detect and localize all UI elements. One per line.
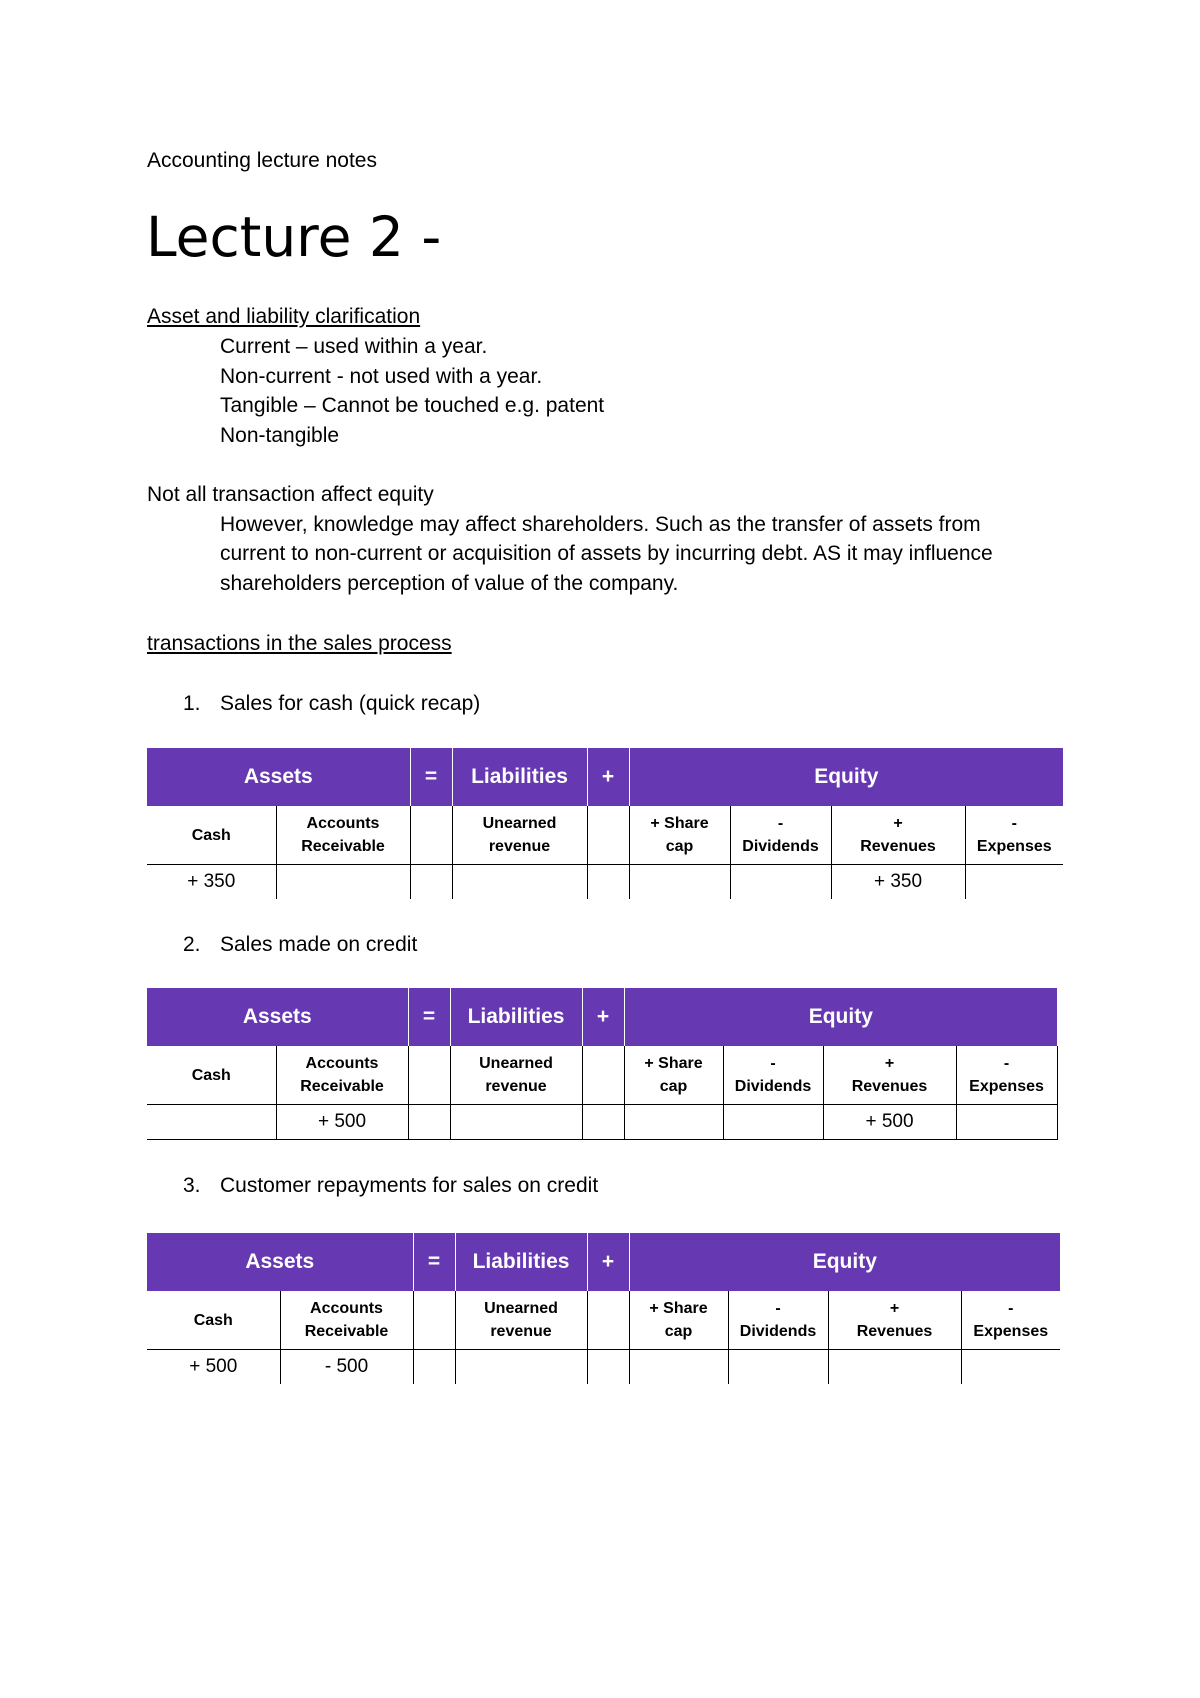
list-item: Non-current - not used with a year. — [220, 365, 543, 388]
column-header-cell: Accounts Receivable — [276, 1046, 408, 1105]
column-header-cell: + Revenues — [828, 1291, 961, 1350]
column-header-cell: - Dividends — [730, 806, 831, 865]
header-liabilities: Liabilities — [452, 748, 587, 806]
paragraph-line: shareholders perception of value of the company. — [220, 572, 679, 595]
value-cell — [455, 1350, 587, 1385]
header-equals: = — [410, 748, 452, 806]
header-equals: = — [413, 1233, 455, 1291]
value-cell: + 500 — [276, 1105, 408, 1140]
column-header-cell — [408, 1046, 450, 1105]
value-cell — [956, 1105, 1057, 1140]
column-header-cell — [587, 806, 629, 865]
value-cell: + 350 — [147, 865, 276, 900]
column-header-cell: - Expenses — [965, 806, 1063, 865]
list-item-text: Sales for cash (quick recap) — [220, 692, 481, 715]
value-cell — [582, 1105, 624, 1140]
paragraph-line: However, knowledge may affect shareholders. Such as the transfer of assets from — [220, 513, 981, 536]
list-item-text: Customer repayments for sales on credit — [220, 1174, 599, 1197]
value-cell — [413, 1350, 455, 1385]
header-equity: Equity — [629, 1233, 1060, 1291]
header-liabilities: Liabilities — [450, 988, 582, 1046]
accounting-equation-table-3 — [147, 1233, 1060, 1384]
value-cell — [624, 1105, 723, 1140]
column-header-cell: Unearned revenue — [455, 1291, 587, 1350]
value-cell — [629, 1350, 728, 1385]
value-cell — [587, 865, 629, 900]
column-header-cell: + Share cap — [629, 1291, 728, 1350]
value-cell — [728, 1350, 828, 1385]
column-header-cell: Cash — [147, 1291, 280, 1350]
value-cell — [452, 865, 587, 900]
column-header-cell: - Dividends — [728, 1291, 828, 1350]
value-cell — [276, 865, 410, 900]
column-header-cell — [410, 806, 452, 865]
value-cell — [147, 1105, 276, 1140]
column-header-cell: - Expenses — [956, 1046, 1057, 1105]
column-header-cell — [413, 1291, 455, 1350]
document-header: Accounting lecture notes — [147, 149, 377, 172]
value-cell — [450, 1105, 582, 1140]
value-cell — [408, 1105, 450, 1140]
accounting-equation-table-1 — [147, 748, 1063, 899]
list-item: Non-tangible — [220, 424, 340, 447]
list-item-text: Sales made on credit — [220, 933, 418, 956]
column-header-cell: Cash — [147, 1046, 276, 1105]
column-header-cell — [582, 1046, 624, 1105]
value-cell — [587, 1350, 629, 1385]
column-header-cell: + Share cap — [624, 1046, 723, 1105]
header-plus: + — [587, 748, 629, 806]
column-header-cell: Cash — [147, 806, 276, 865]
list-number: 1. — [183, 692, 201, 715]
column-header-cell: Accounts Receivable — [280, 1291, 413, 1350]
accounting-equation-table-2 — [147, 988, 1058, 1140]
column-header-cell: + Revenues — [831, 806, 965, 865]
value-cell — [629, 865, 730, 900]
header-assets: Assets — [147, 748, 410, 806]
header-assets: Assets — [147, 988, 408, 1046]
list-number: 2. — [183, 933, 201, 956]
column-header-cell — [587, 1291, 629, 1350]
header-plus: + — [582, 988, 624, 1046]
page-title: Lecture 2 - — [146, 205, 442, 269]
column-header-cell: Accounts Receivable — [276, 806, 410, 865]
value-cell — [723, 1105, 823, 1140]
value-cell: - 500 — [280, 1350, 413, 1385]
section-heading-equity: Not all transaction affect equity — [147, 483, 434, 506]
section-heading-sales-process: transactions in the sales process — [147, 632, 452, 655]
paragraph-line: current to non-current or acquisition of assets by incurring debt. AS it may influence — [220, 542, 993, 565]
header-liabilities: Liabilities — [455, 1233, 587, 1291]
header-equity: Equity — [624, 988, 1057, 1046]
header-plus: + — [587, 1233, 629, 1291]
value-cell — [730, 865, 831, 900]
column-header-cell: Unearned revenue — [450, 1046, 582, 1105]
column-header-cell: - Expenses — [961, 1291, 1060, 1350]
header-equity: Equity — [629, 748, 1063, 806]
value-cell — [828, 1350, 961, 1385]
header-equals: = — [408, 988, 450, 1046]
header-assets: Assets — [147, 1233, 413, 1291]
value-cell — [961, 1350, 1060, 1385]
value-cell — [410, 865, 452, 900]
value-cell: + 500 — [823, 1105, 956, 1140]
list-item: Current – used within a year. — [220, 335, 488, 358]
column-header-cell: + Revenues — [823, 1046, 956, 1105]
value-cell — [965, 865, 1063, 900]
list-number: 3. — [183, 1174, 201, 1197]
list-item: Tangible – Cannot be touched e.g. patent — [220, 394, 605, 417]
value-cell: + 500 — [147, 1350, 280, 1385]
section-heading-asset-liability: Asset and liability clarification — [147, 305, 421, 328]
column-header-cell: Unearned revenue — [452, 806, 587, 865]
column-header-cell: - Dividends — [723, 1046, 823, 1105]
column-header-cell: + Share cap — [629, 806, 730, 865]
value-cell: + 350 — [831, 865, 965, 900]
